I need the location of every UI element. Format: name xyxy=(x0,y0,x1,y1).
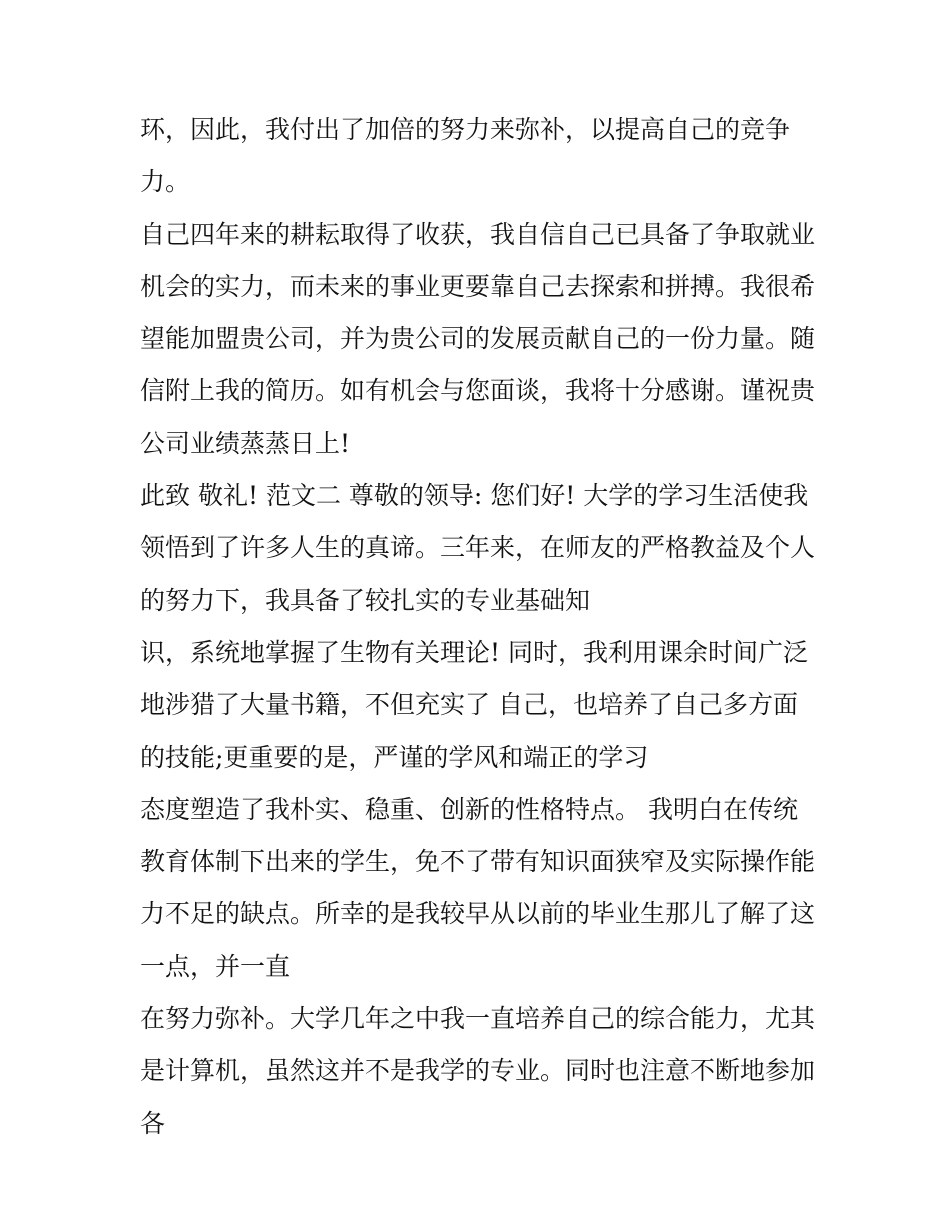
text-line: 地涉猎了大量书籍，不但充实了 自己，也培养了自己多方面 xyxy=(140,690,798,720)
text-line: 态度塑造了我朴实、稳重、创新的性格特点。 我明白在传统 xyxy=(140,794,798,824)
text-line: 的努力下，我具备了较扎实的专业基础知 xyxy=(140,585,591,615)
text-line: 的技能;更重要的是，严谨的学风和端正的学习 xyxy=(140,742,649,772)
text-line: 教育体制下出来的学生，免不了带有知识面狭窄及实际操作能 xyxy=(140,847,816,877)
text-line: 公司业绩蒸蒸日上! xyxy=(140,428,351,458)
text-line: 自己四年来的耕耘取得了收获，我自信自己已具备了争取就业 xyxy=(140,219,816,249)
text-line: 环，因此，我付出了加倍的努力来弥补，以提高自己的竞争 xyxy=(140,115,791,144)
text-line: 信附上我的简历。如有机会与您面谈，我将十分感谢。谨祝贵 xyxy=(140,376,816,406)
text-line: 力。 xyxy=(140,167,191,197)
text-line: 机会的实力，而未来的事业更要靠自己去探索和拼搏。我很希 xyxy=(140,271,816,301)
text-line: 各 xyxy=(140,1108,166,1138)
text-line: 此致 敬礼! 范文二 尊敬的领导: 您们好! 大学的学习生活使我 xyxy=(140,481,809,511)
text-line: 识，系统地掌握了生物有关理论! 同时，我利用课余时间广泛 xyxy=(140,637,808,667)
text-line: 一点，并一直 xyxy=(140,951,291,981)
text-line: 力不足的缺点。所幸的是我较早从以前的毕业生那儿了解了这 xyxy=(140,899,816,929)
text-line: 是计算机，虽然这并不是我学的专业。同时也注意不断地参加 xyxy=(140,1056,816,1086)
text-line: 望能加盟贵公司，并为贵公司的发展贡献自己的一份力量。随 xyxy=(140,324,816,354)
text-line: 在努力弥补。大学几年之中我一直培养自己的综合能力，尤其 xyxy=(140,1004,816,1034)
body-text xyxy=(140,104,820,1150)
text-line: 领悟到了许多人生的真谛。三年来，在师友的严格教益及个人 xyxy=(140,533,816,563)
